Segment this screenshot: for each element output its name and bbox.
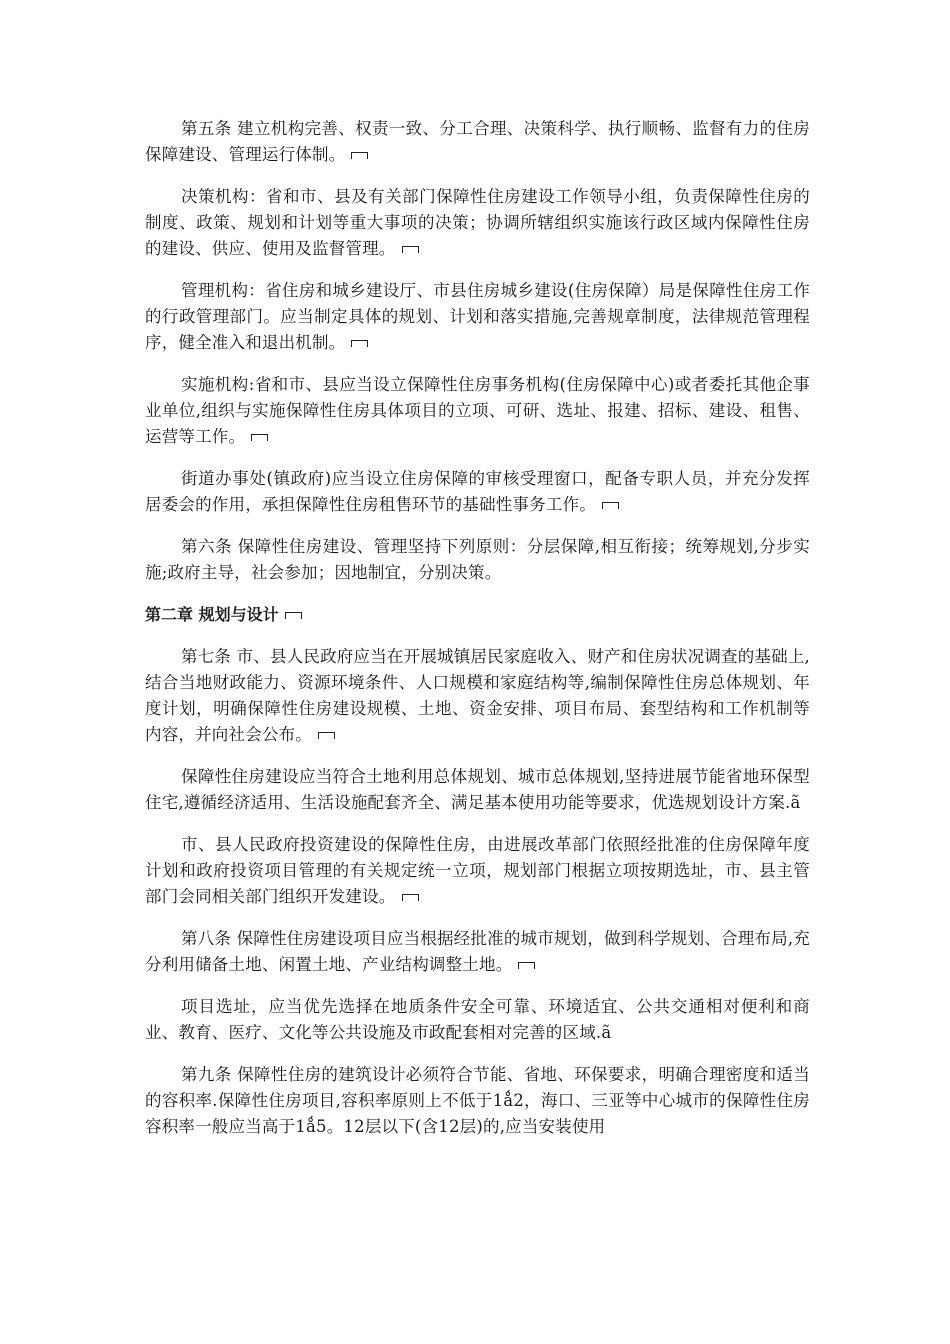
paragraph-text: 实施机构:省和市、县应当设立保障性住房事务机构(住房保障中心)或者委托其他企事业单位,组织与实施保障性住房具体项目的立项、可研、选址、报建、招标、建设、租售、运营等工作。 [145, 375, 810, 446]
paragraph-text: 保障性住房建设应当符合土地利用总体规划、城市总体规划,坚持进展节能省地环保型住宅,遵循经济适用、生活设施配套齐全、满足基本使用功能等要求，优选规划设计方案. [145, 767, 810, 812]
paragraph-mark-icon [518, 962, 535, 969]
paragraph-mark-icon [285, 612, 302, 619]
paragraph-site-selection [145, 994, 810, 1046]
paragraph-text: 项目选址，应当优先选择在地质条件安全可靠、环境适宜、公共交通相对便利和商业、教育、医疗、文化等公共设施及市政配套相对完善的区域. [145, 997, 810, 1042]
paragraph-mark-icon [402, 894, 419, 901]
paragraph-text: 决策机构：省和市、县及有关部门保障性住房建设工作领导小组，负责保障性住房的制度、政策、规划和计划等重大事项的决策；协调所辖组织实施该行政区域内保障性住房的建设、供应、使用及监督管理。 [145, 187, 810, 258]
paragraph-street-office [145, 466, 810, 518]
paragraph-text: 街道办事处(镇政府)应当设立住房保障的审核受理窗口，配备专职人员，并充分发挥居委会的作用，承担保障性住房租售环节的基础性事务工作。 [145, 469, 810, 514]
chapter-heading [145, 602, 810, 628]
paragraph-text: 第六条 保障性住房建设、管理坚持下列原则：分层保障,相互衔接；统筹规划,分步实施;政府主导，社会参加；因地制宜，分别决策。 [145, 537, 810, 582]
paragraph-article-8 [145, 926, 810, 978]
paragraph-management-body [145, 278, 810, 356]
paragraph-text: 第九条 保障性住房的建筑设计必须符合节能、省地、环保要求，明确合理密度和适当的容积率.保障性住房项目,容积率原则上不低于1ǻ2，海口、三亚等中心城市的保障性住房容积率一般应当高于1ǻ5。12层以下(含12层)的,应当安装使用 [145, 1065, 810, 1136]
paragraph-article-5 [145, 116, 810, 168]
document-page [145, 116, 810, 1156]
paragraph-mark-icon [251, 434, 268, 441]
paragraph-text: 第七条 市、县人民政府应当在开展城镇居民家庭收入、财产和住房状况调查的基础上,结合当地财政能力、资源环境条件、人口规模和家庭结构等,编制保障性住房总体规划、年度计划，明确保障性住房建设规模、土地、资金安排、项目布局、套型结构和工作机制等内容，并向社会公布。 [145, 647, 810, 744]
paragraph-mark-icon [351, 152, 368, 159]
paragraph-text: 市、县人民政府投资建设的保障性住房，由进展改革部门依照经批准的住房保障年度计划和政府投资项目管理的有关规定统一立项，规划部门根据立项按期选址，市、县主管部门会同相关部门组织开发建设。 [145, 835, 810, 906]
paragraph-government-investment [145, 832, 810, 910]
paragraph-text: 第五条 建立机构完善、权责一致、分工合理、决策科学、执行顺畅、监督有力的住房保障建设、管理运行体制。 [145, 119, 810, 164]
paragraph-construction-planning [145, 764, 810, 816]
glyph-mark: ã [601, 1023, 612, 1042]
heading-text: 第二章 规划与设计 [145, 605, 279, 624]
paragraph-text: 管理机构：省住房和城乡建设厅、市县住房城乡建设(住房保障）局是保障性住房工作的行政管理部门。应当制定具体的规划、计划和落实措施,完善规章制度，法律规范管理程序，健全准入和退出机制。 [145, 281, 810, 352]
paragraph-implementation-body [145, 372, 810, 450]
paragraph-article-7 [145, 644, 810, 748]
paragraph-article-6 [145, 534, 810, 586]
paragraph-mark-icon [402, 246, 419, 253]
paragraph-mark-icon [602, 502, 619, 509]
paragraph-article-9 [145, 1062, 810, 1140]
paragraph-text: 第八条 保障性住房建设项目应当根据经批准的城市规划，做到科学规划、合理布局,充分利用储备土地、闲置土地、产业结构调整土地。 [145, 929, 810, 974]
glyph-mark: ã [790, 793, 801, 812]
paragraph-mark-icon [351, 340, 368, 347]
paragraph-decision-body [145, 184, 810, 262]
paragraph-mark-icon [318, 732, 335, 739]
